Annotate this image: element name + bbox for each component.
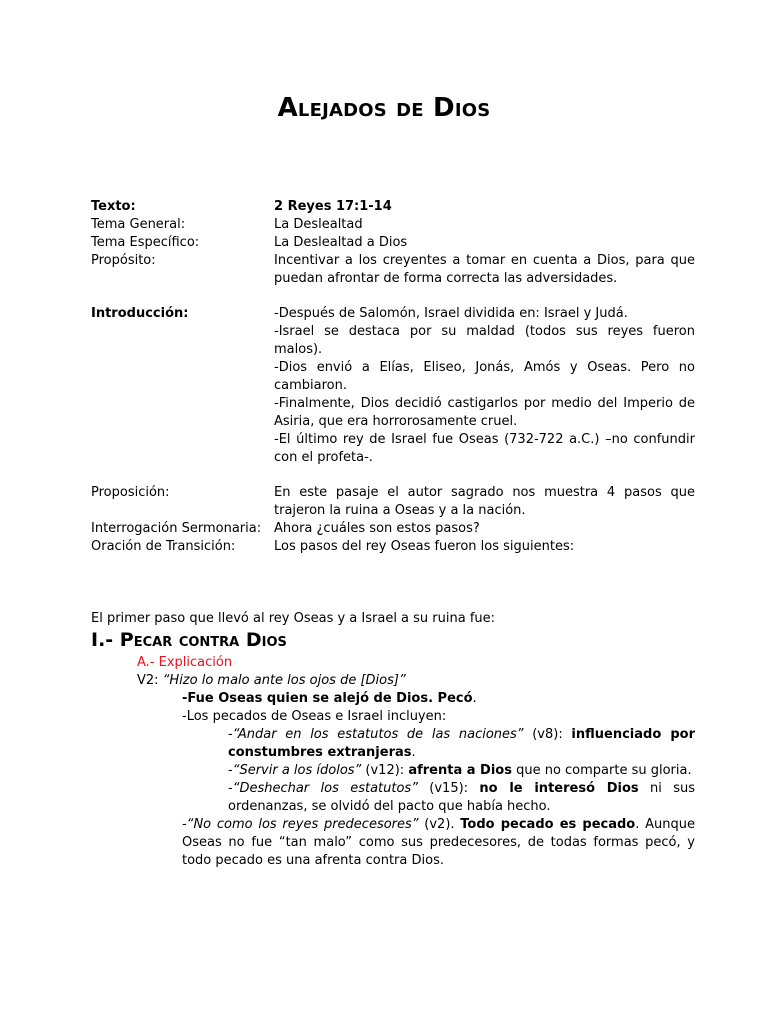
rest: ni sus ordenanzas, se olvidó del pacto que había hecho. bbox=[228, 781, 695, 814]
interrogacion-label: Interrogación Sermonaria: bbox=[91, 521, 262, 536]
dash: - bbox=[182, 817, 187, 832]
tema-general-value: La Deslealtad bbox=[274, 217, 363, 232]
section-body bbox=[91, 654, 695, 870]
v2-line bbox=[137, 672, 695, 690]
quote: “Servir a los ídolos” bbox=[232, 763, 362, 778]
section-heading: I.- Pecar contra Dios bbox=[91, 629, 287, 651]
proposito-label: Propósito: bbox=[91, 253, 156, 268]
spacer bbox=[91, 288, 695, 305]
texto-row bbox=[91, 198, 695, 216]
document-title: Alejados de Dios bbox=[277, 93, 491, 123]
fue-oseas-end: . bbox=[472, 691, 477, 706]
intro-item: -El último rey de Israel fue Oseas (732-722 a.C.) –no confundir con el profeta-. bbox=[274, 432, 695, 465]
proposicion-label: Proposición: bbox=[91, 485, 170, 500]
emphasis: influenciado por constumbres extranjeras bbox=[228, 727, 695, 760]
transicion-row bbox=[91, 538, 695, 556]
tema-general-label: Tema General: bbox=[91, 217, 186, 232]
quote: “Deshechar los estatutos” bbox=[232, 781, 418, 796]
quote: “No como los reyes predecesores” bbox=[186, 817, 419, 832]
emphasis: Todo pecado es pecado bbox=[460, 817, 636, 832]
intro-item: -Después de Salomón, Israel dividida en: Israel y Judá. bbox=[274, 306, 628, 321]
tema-especifico-row bbox=[91, 234, 695, 252]
sermon-metadata bbox=[91, 198, 695, 556]
quote: “Andar en los estatutos de las naciones” bbox=[232, 727, 524, 742]
pecado-item-1 bbox=[228, 726, 695, 762]
rest: que no comparte su gloria. bbox=[511, 763, 692, 778]
dash: - bbox=[228, 763, 233, 778]
reference: (v8): bbox=[523, 727, 572, 742]
introduccion-row bbox=[91, 305, 695, 467]
interrogacion-row bbox=[91, 520, 695, 538]
reference: (v2). bbox=[418, 817, 461, 832]
fue-oseas-text: -Fue Oseas quien se alejó de Dios. Pecó bbox=[182, 691, 473, 706]
reference: (v15): bbox=[417, 781, 480, 796]
end: . bbox=[411, 745, 416, 760]
explicacion-subheading: A.- Explicación bbox=[137, 655, 233, 670]
transicion-value: Los pasos del rey Oseas fueron los siguientes: bbox=[274, 539, 575, 554]
introduccion-list bbox=[274, 305, 695, 467]
pecado-item-2 bbox=[228, 762, 695, 780]
dash: - bbox=[228, 781, 233, 796]
texto-value: 2 Reyes 17:1-14 bbox=[274, 199, 392, 214]
tema-especifico-label: Tema Específico: bbox=[91, 235, 200, 250]
rest: . Aunque Oseas no fue “tan malo” como sus predecesores, de todas formas pecó, y todo pecado es una afrenta contra Dios. bbox=[182, 817, 695, 868]
reference: (v12): bbox=[361, 763, 409, 778]
texto-label: Texto: bbox=[91, 199, 136, 214]
lead-paragraph: El primer paso que llevó al rey Oseas y a Israel a su ruina fue: bbox=[91, 611, 496, 626]
tema-especifico-value: La Deslealtad a Dios bbox=[274, 235, 408, 250]
v2-quote: “Hizo lo malo ante los ojos de [Dios]” bbox=[162, 673, 406, 688]
pecado-item-4 bbox=[182, 816, 695, 870]
proposicion-value: En este pasaje el autor sagrado nos muestra 4 pasos que trajeron la ruina a Oseas y a la nación. bbox=[274, 485, 695, 518]
introduccion-label: Introducción: bbox=[91, 306, 189, 321]
emphasis: no le interesó Dios bbox=[479, 781, 639, 796]
pecados-intro: -Los pecados de Oseas e Israel incluyen: bbox=[182, 709, 447, 724]
proposito-row bbox=[91, 252, 695, 288]
transicion-label: Oración de Transición: bbox=[91, 539, 236, 554]
dash: - bbox=[228, 727, 233, 742]
intro-item: -Finalmente, Dios decidió castigarlos por medio del Imperio de Asiria, que era horrorosamente cruel. bbox=[274, 396, 695, 429]
v2-prefix: V2: bbox=[137, 673, 163, 688]
intro-item: -Israel se destaca por su maldad (todos sus reyes fueron malos). bbox=[274, 324, 695, 357]
proposito-value: Incentivar a los creyentes a tomar en cuenta a Dios, para que puedan afrontar de forma correcta las adversidades. bbox=[274, 253, 695, 286]
intro-item: -Dios envió a Elías, Eliseo, Jonás, Amós y Oseas. Pero no cambiaron. bbox=[274, 360, 695, 393]
interrogacion-value: Ahora ¿cuáles son estos pasos? bbox=[274, 521, 480, 536]
fue-oseas-line bbox=[182, 690, 695, 708]
emphasis: afrenta a Dios bbox=[408, 763, 512, 778]
spacer bbox=[91, 467, 695, 484]
tema-general-row bbox=[91, 216, 695, 234]
pecado-item-3 bbox=[228, 780, 695, 816]
proposicion-row bbox=[91, 484, 695, 520]
